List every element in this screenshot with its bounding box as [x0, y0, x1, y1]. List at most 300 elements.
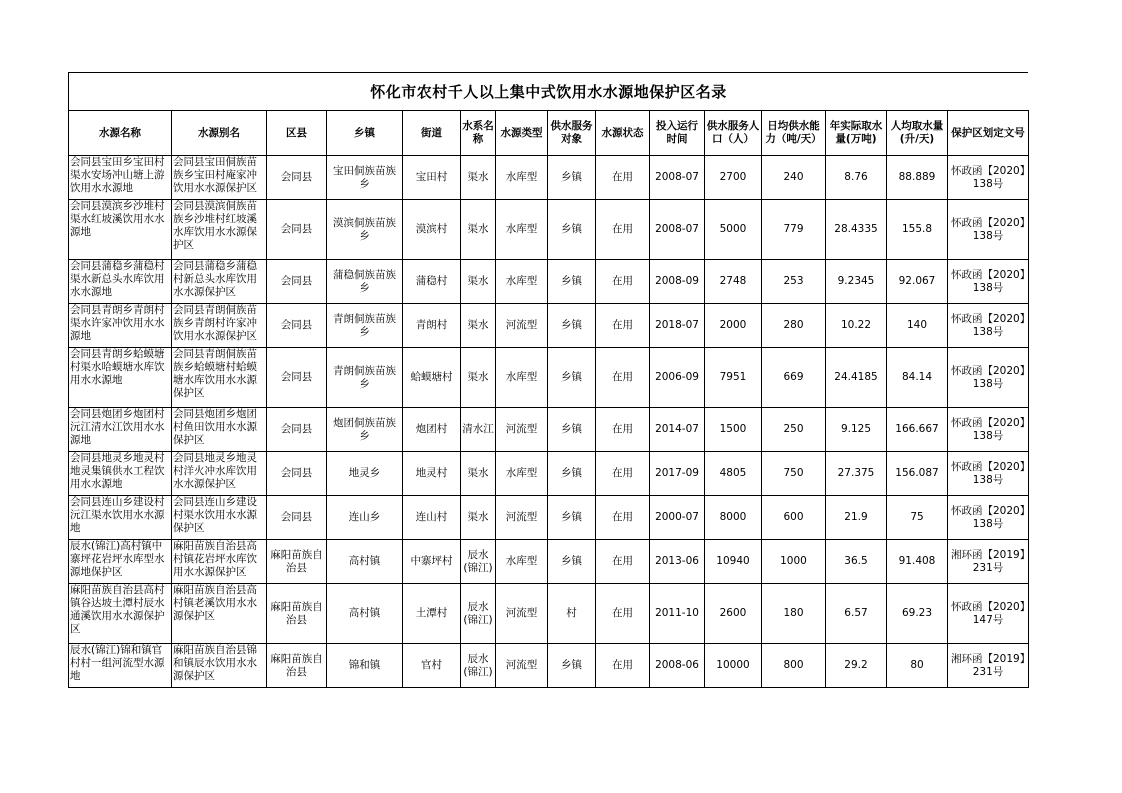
- table-cell: [496, 304, 548, 348]
- cell-text: 10000: [716, 659, 750, 671]
- cell-text: 800: [783, 659, 804, 671]
- table-cell: [948, 540, 1029, 584]
- cell-text: 6.57: [844, 607, 868, 619]
- table-cell: [267, 496, 327, 540]
- table-cell: [826, 200, 887, 260]
- cell-text: 怀政函【2020】138号: [951, 268, 1025, 294]
- table-cell: [826, 540, 887, 584]
- column-header: 供水服务人口（人）: [705, 111, 762, 156]
- cell-text: 会同县炮团乡炮团村沅江清水江饮用水水源地: [70, 408, 165, 446]
- table-cell: [650, 200, 705, 260]
- table-cell: [548, 540, 596, 584]
- table-cell: [548, 260, 596, 304]
- cell-text: 会同县青朗侗族苗族乡青朗村许家冲饮用水水源保护区: [173, 304, 257, 342]
- cell-text: 青朗村: [415, 319, 448, 331]
- cell-text: 高村镇: [348, 607, 381, 619]
- cell-text: 辰水(锦江)高村镇中寨坪花岩坪水库型水源地保护区: [70, 540, 165, 578]
- cell-text: 河流型: [505, 423, 538, 435]
- table-cell: [496, 452, 548, 496]
- table-cell: [762, 540, 826, 584]
- table-cell: [548, 200, 596, 260]
- table-cell: [172, 304, 267, 348]
- cell-text: 蛤蟆塘村: [410, 371, 453, 383]
- table-cell: [267, 304, 327, 348]
- cell-text: 宝田村: [415, 171, 448, 183]
- cell-text: 水库型: [505, 555, 538, 567]
- table-cell: [596, 540, 650, 584]
- cell-text: 中寨坪村: [410, 555, 453, 567]
- table-cell: [887, 540, 948, 584]
- cell-text: 92.067: [898, 275, 936, 287]
- table-row: [69, 496, 1029, 540]
- table-cell: [948, 348, 1029, 408]
- table-cell: [826, 348, 887, 408]
- table-cell: [267, 156, 327, 200]
- cell-text: 高村镇: [348, 555, 381, 567]
- table-cell: [887, 260, 948, 304]
- cell-text: 2014-07: [655, 423, 699, 435]
- table-cell: [461, 496, 496, 540]
- cell-text: 青朗侗族苗族乡: [333, 364, 396, 390]
- table-cell: [948, 156, 1029, 200]
- cell-text: 渠水: [467, 511, 489, 523]
- cell-text: 会同县蒲稳乡蒲稳村渠水新总头水库饮用水水源地: [70, 260, 165, 298]
- table-cell: [69, 200, 172, 260]
- table-cell: [69, 584, 172, 644]
- cell-text: 155.8: [901, 223, 933, 235]
- table-cell: [948, 408, 1029, 452]
- cell-text: 会同县: [280, 371, 313, 383]
- cell-text: 麻阳苗族自治县: [270, 652, 323, 678]
- cell-text: 在用: [612, 607, 633, 619]
- cell-text: 会同县青朗乡蛤蟆塘村渠水哈蟆塘水库饮用水水源地: [70, 348, 165, 386]
- cell-text: 会同县: [280, 171, 313, 183]
- table-cell: [650, 156, 705, 200]
- table-cell: [461, 304, 496, 348]
- cell-text: 河流型: [505, 659, 538, 671]
- cell-text: 麻阳苗族自治县: [270, 548, 323, 574]
- table-cell: [948, 200, 1029, 260]
- cell-text: 10.22: [840, 319, 872, 331]
- table-cell: [496, 408, 548, 452]
- cell-text: 10940: [716, 555, 750, 567]
- table-cell: [403, 348, 461, 408]
- table-cell: [762, 304, 826, 348]
- cell-text: 21.9: [844, 511, 868, 523]
- cell-text: 180: [783, 607, 804, 619]
- table-cell: [596, 348, 650, 408]
- cell-text: 怀政函【2020】138号: [951, 164, 1025, 190]
- cell-text: 怀政函【2020】138号: [951, 216, 1025, 242]
- cell-text: 253: [783, 275, 804, 287]
- column-header: 街道: [403, 111, 461, 156]
- table-cell: [596, 496, 650, 540]
- cell-text: 在用: [612, 423, 633, 435]
- table-cell: [826, 452, 887, 496]
- table-cell: [650, 260, 705, 304]
- table-cell: [548, 348, 596, 408]
- cell-text: 河流型: [505, 607, 538, 619]
- cell-text: 240: [783, 171, 804, 183]
- table-cell: [705, 200, 762, 260]
- cell-text: 9.2345: [837, 275, 875, 287]
- table-cell: [403, 408, 461, 452]
- cell-text: 水库型: [505, 171, 538, 183]
- table-cell: [762, 496, 826, 540]
- cell-text: 会同县宝田侗族苗族乡宝田村庵家冲饮用水水源保护区: [173, 156, 257, 194]
- cell-text: 水库型: [505, 371, 538, 383]
- table-cell: [69, 348, 172, 408]
- cell-text: 2000: [719, 319, 747, 331]
- cell-text: 2748: [719, 275, 747, 287]
- cell-text: 湘环函【2019】231号: [951, 548, 1025, 574]
- table-cell: [172, 260, 267, 304]
- cell-text: 麻阳苗族自治县高村镇老溪饮用水水源保护区: [173, 584, 257, 622]
- table-cell: [887, 496, 948, 540]
- table-cell: [826, 304, 887, 348]
- cell-text: 8000: [719, 511, 747, 523]
- cell-text: 166.667: [895, 423, 939, 435]
- cell-text: 会同县蒲稳乡蒲稳村新总头水库饮用水水源保护区: [173, 260, 257, 298]
- table-cell: [548, 452, 596, 496]
- cell-text: 在用: [612, 319, 633, 331]
- cell-text: 24.4185: [834, 371, 878, 383]
- cell-text: 会同县青朗侗族苗族乡蛤蟆塘村蛤蟆塘水库饮用水水源保护区: [173, 348, 257, 399]
- table-cell: [650, 452, 705, 496]
- table-cell: [327, 260, 403, 304]
- cell-text: 会同县宝田乡宝田村渠水安场冲山塘上游饮用水水源地: [70, 156, 165, 194]
- table-cell: [327, 304, 403, 348]
- cell-text: 29.2: [844, 659, 868, 671]
- table-cell: [267, 584, 327, 644]
- cell-text: 官村: [421, 659, 442, 671]
- cell-text: 辰水(锦江): [463, 652, 493, 678]
- table-cell: [826, 260, 887, 304]
- table-cell: [548, 496, 596, 540]
- table-cell: [548, 584, 596, 644]
- cell-text: 在用: [612, 511, 633, 523]
- cell-text: 炮团村: [415, 423, 448, 435]
- column-header: 乡镇: [327, 111, 403, 156]
- table-cell: [327, 644, 403, 688]
- table-cell: [327, 540, 403, 584]
- cell-text: 会同县漠滨乡沙堆村渠水红坡溪饮用水水源地: [70, 200, 165, 238]
- table-cell: [762, 584, 826, 644]
- table-cell: [327, 408, 403, 452]
- cell-text: 会同县: [280, 319, 313, 331]
- table-cell: [826, 156, 887, 200]
- table-cell: [705, 496, 762, 540]
- table-cell: [69, 156, 172, 200]
- cell-text: 河流型: [505, 319, 538, 331]
- document-title: 怀化市农村千人以上集中式饮用水水源地保护区名录: [370, 83, 727, 101]
- cell-text: 会同县连山乡建设村渠水饮用水水源保护区: [173, 496, 257, 534]
- cell-text: 辰水(锦江): [463, 600, 493, 626]
- table-cell: [705, 348, 762, 408]
- table-cell: [548, 156, 596, 200]
- cell-text: 8.76: [844, 171, 868, 183]
- table-cell: [496, 496, 548, 540]
- table-cell: [461, 452, 496, 496]
- column-header: 保护区划定文号: [948, 111, 1029, 156]
- table-cell: [548, 408, 596, 452]
- cell-text: 怀政函【2020】138号: [951, 312, 1025, 338]
- cell-text: 怀政函【2020】138号: [951, 460, 1025, 486]
- cell-text: 2006-09: [655, 371, 699, 383]
- table-cell: [461, 540, 496, 584]
- cell-text: 怀政函【2020】138号: [951, 364, 1025, 390]
- cell-text: 乡镇: [561, 371, 582, 383]
- cell-text: 在用: [612, 171, 633, 183]
- cell-text: 69.23: [901, 607, 933, 619]
- cell-text: 乡镇: [561, 555, 582, 567]
- cell-text: 渠水: [467, 223, 489, 235]
- cell-text: 乡镇: [561, 319, 582, 331]
- table-cell: [496, 200, 548, 260]
- table-body: [69, 156, 1029, 688]
- table-cell: [887, 200, 948, 260]
- table-cell: [596, 408, 650, 452]
- table-cell: [496, 260, 548, 304]
- cell-text: 渠水: [467, 171, 489, 183]
- table-cell: [403, 540, 461, 584]
- cell-text: 乡镇: [561, 467, 582, 479]
- table-cell: [172, 584, 267, 644]
- table-cell: [461, 644, 496, 688]
- column-header: 投入运行时间: [650, 111, 705, 156]
- table-cell: [403, 452, 461, 496]
- column-header: 供水服务对象: [548, 111, 596, 156]
- cell-text: 渠水: [467, 275, 489, 287]
- cell-text: 2008-06: [655, 659, 699, 671]
- column-header: 水源状态: [596, 111, 650, 156]
- cell-text: 会同县: [280, 511, 313, 523]
- column-header: 水源别名: [172, 111, 267, 156]
- cell-text: 宝田侗族苗族乡: [333, 164, 396, 190]
- cell-text: 漠滨侗族苗族乡: [333, 216, 396, 242]
- table-cell: [403, 260, 461, 304]
- cell-text: 水库型: [505, 275, 538, 287]
- cell-text: 湘环函【2019】231号: [951, 652, 1025, 678]
- cell-text: 669: [783, 371, 804, 383]
- cell-text: 140: [906, 319, 928, 331]
- table-cell: [762, 260, 826, 304]
- cell-text: 漠滨村: [415, 223, 448, 235]
- table-cell: [461, 408, 496, 452]
- cell-text: 7951: [719, 371, 747, 383]
- table-cell: [887, 348, 948, 408]
- cell-text: 1000: [780, 555, 807, 567]
- table-cell: [172, 408, 267, 452]
- cell-text: 会同县: [280, 275, 313, 287]
- cell-text: 在用: [612, 659, 633, 671]
- table-cell: [705, 584, 762, 644]
- cell-text: 4805: [719, 467, 747, 479]
- table-cell: [496, 540, 548, 584]
- cell-text: 会同县连山乡建设村沅江渠水饮用水水源地: [70, 496, 165, 534]
- table-cell: [69, 540, 172, 584]
- table-row: [69, 156, 1029, 200]
- cell-text: 麻阳苗族自治县高村镇花岩坪水库饮用水水源保护区: [173, 540, 257, 578]
- cell-text: 辰水(锦江)锦和镇官村村一组河流型水源地: [70, 644, 165, 682]
- cell-text: 乡镇: [561, 171, 582, 183]
- cell-text: 779: [783, 223, 804, 235]
- table-cell: [762, 644, 826, 688]
- table-cell: [69, 260, 172, 304]
- table-cell: [650, 644, 705, 688]
- cell-text: 36.5: [844, 555, 868, 567]
- cell-text: 5000: [719, 223, 747, 235]
- document-sheet: [68, 72, 1028, 688]
- table-cell: [267, 408, 327, 452]
- cell-text: 蒲稳侗族苗族乡: [333, 268, 396, 294]
- table-cell: [826, 408, 887, 452]
- cell-text: 村: [566, 607, 577, 619]
- table-cell: [267, 200, 327, 260]
- table-cell: [327, 156, 403, 200]
- table-cell: [69, 304, 172, 348]
- table-cell: [172, 452, 267, 496]
- table-cell: [887, 452, 948, 496]
- table-cell: [267, 348, 327, 408]
- cell-text: 156.087: [895, 467, 939, 479]
- cell-text: 怀政函【2020】138号: [951, 504, 1025, 530]
- cell-text: 乡镇: [561, 223, 582, 235]
- cell-text: 会同县地灵乡地灵村地灵集镇供水工程饮用水水源地: [70, 452, 165, 490]
- table-cell: [69, 408, 172, 452]
- cell-text: 80: [910, 659, 924, 671]
- table-cell: [596, 260, 650, 304]
- cell-text: 2008-07: [655, 223, 699, 235]
- table-cell: [461, 348, 496, 408]
- table-cell: [596, 156, 650, 200]
- table-cell: [596, 644, 650, 688]
- table-cell: [650, 348, 705, 408]
- table-cell: [887, 156, 948, 200]
- cell-text: 锦和镇: [348, 659, 381, 671]
- table-cell: [705, 156, 762, 200]
- table-cell: [172, 496, 267, 540]
- table-cell: [762, 348, 826, 408]
- table-cell: [327, 496, 403, 540]
- cell-text: 会同县: [280, 423, 313, 435]
- cell-text: 91.408: [898, 555, 936, 567]
- water-source-table: [68, 110, 1029, 688]
- table-row: [69, 408, 1029, 452]
- cell-text: 9.125: [840, 423, 872, 435]
- cell-text: 250: [783, 423, 804, 435]
- table-cell: [496, 156, 548, 200]
- table-cell: [267, 260, 327, 304]
- table-cell: [496, 348, 548, 408]
- table-row: [69, 200, 1029, 260]
- cell-text: 600: [783, 511, 804, 523]
- table-cell: [705, 304, 762, 348]
- table-cell: [403, 644, 461, 688]
- cell-text: 2017-09: [655, 467, 699, 479]
- cell-text: 辰水(锦江): [463, 548, 493, 574]
- table-cell: [403, 304, 461, 348]
- table-cell: [887, 644, 948, 688]
- table-cell: [496, 584, 548, 644]
- cell-text: 渠水: [467, 467, 489, 479]
- cell-text: 渠水: [467, 319, 489, 331]
- table-cell: [172, 348, 267, 408]
- cell-text: 2018-07: [655, 319, 699, 331]
- table-cell: [461, 156, 496, 200]
- table-cell: [461, 260, 496, 304]
- table-cell: [327, 348, 403, 408]
- cell-text: 炮团侗族苗族乡: [333, 416, 396, 442]
- table-cell: [762, 200, 826, 260]
- cell-text: 88.889: [898, 171, 936, 183]
- cell-text: 连山村: [415, 511, 448, 523]
- cell-text: 84.14: [901, 371, 933, 383]
- cell-text: 2008-09: [655, 275, 699, 287]
- cell-text: 麻阳苗族自治县高村镇谷达坡土潭村辰水通溪饮用水水源保护区: [70, 584, 165, 635]
- cell-text: 渠水: [467, 371, 489, 383]
- table-row: [69, 452, 1029, 496]
- cell-text: 在用: [612, 223, 633, 235]
- column-header: 年实际取水量(万吨): [826, 111, 887, 156]
- cell-text: 乡镇: [561, 423, 582, 435]
- table-row: [69, 644, 1029, 688]
- cell-text: 会同县地灵乡地灵村洋火冲水库饮用水水源保护区: [173, 452, 257, 490]
- cell-text: 28.4335: [834, 223, 878, 235]
- cell-text: 在用: [612, 275, 633, 287]
- cell-text: 连山乡: [348, 511, 381, 523]
- table-cell: [596, 452, 650, 496]
- cell-text: 河流型: [505, 511, 538, 523]
- table-cell: [705, 540, 762, 584]
- table-cell: [826, 644, 887, 688]
- cell-text: 会同县青朗乡青朗村渠水许家冲饮用水水源地: [70, 304, 165, 342]
- table-cell: [705, 644, 762, 688]
- table-cell: [650, 408, 705, 452]
- cell-text: 会同县: [280, 467, 313, 479]
- table-cell: [69, 452, 172, 496]
- cell-text: 2008-07: [655, 171, 699, 183]
- table-row: [69, 260, 1029, 304]
- cell-text: 水库型: [505, 223, 538, 235]
- cell-text: 怀政函【2020】147号: [951, 600, 1025, 626]
- table-cell: [548, 644, 596, 688]
- table-cell: [496, 644, 548, 688]
- table-cell: [887, 408, 948, 452]
- table-cell: [403, 200, 461, 260]
- cell-text: 地灵村: [415, 467, 448, 479]
- table-cell: [887, 584, 948, 644]
- table-cell: [948, 644, 1029, 688]
- cell-text: 在用: [612, 467, 633, 479]
- table-cell: [948, 452, 1029, 496]
- column-header: 日均供水能力（吨/天）: [762, 111, 826, 156]
- table-cell: [762, 408, 826, 452]
- cell-text: 2000-07: [655, 511, 699, 523]
- cell-text: 会同县炮团乡炮团村鱼田饮用水水源保护区: [173, 408, 257, 446]
- table-cell: [650, 496, 705, 540]
- table-cell: [172, 156, 267, 200]
- table-row: [69, 304, 1029, 348]
- table-cell: [948, 584, 1029, 644]
- table-cell: [461, 584, 496, 644]
- cell-text: 蒲稳村: [415, 275, 448, 287]
- table-cell: [172, 644, 267, 688]
- title-row: [68, 72, 1028, 110]
- header-row: [69, 111, 1029, 156]
- table-cell: [826, 496, 887, 540]
- cell-text: 麻阳苗族自治县: [270, 600, 323, 626]
